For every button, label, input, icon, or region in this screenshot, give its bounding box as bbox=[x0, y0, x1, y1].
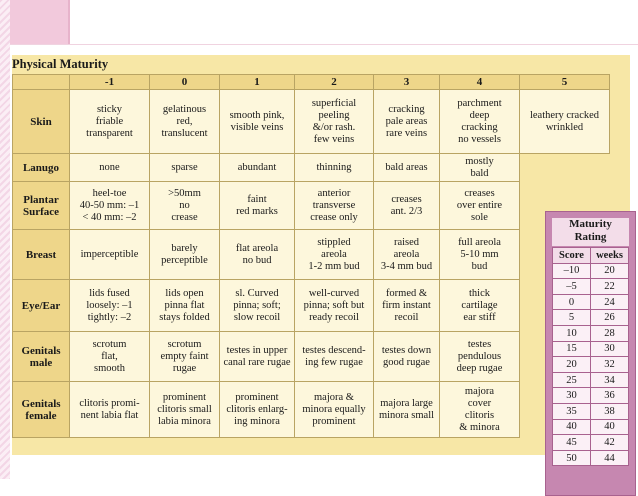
table-cell: abundant bbox=[220, 154, 295, 182]
table-cell: >50mm no crease bbox=[150, 182, 220, 230]
table-cell: formed & firm instant recoil bbox=[374, 280, 440, 332]
score-cell: 45 bbox=[553, 435, 591, 451]
empty-cell bbox=[520, 154, 610, 182]
weeks-header: weeks bbox=[591, 248, 629, 264]
column-header: 1 bbox=[220, 75, 295, 90]
maturity-row bbox=[553, 294, 629, 310]
maturity-row bbox=[553, 403, 629, 419]
table-cell: heel-toe 40-50 mm: –1 < 40 mm: –2 bbox=[70, 182, 150, 230]
table-cell: scrotum flat, smooth bbox=[70, 332, 150, 382]
table-cell: clitoris promi- nent labia flat bbox=[70, 382, 150, 438]
maturity-row bbox=[553, 325, 629, 341]
table-cell: thick cartilage ear stiff bbox=[440, 280, 520, 332]
weeks-cell: 38 bbox=[591, 403, 629, 419]
table-cell: imperceptible bbox=[70, 230, 150, 280]
table-cell: testes down good rugae bbox=[374, 332, 440, 382]
table-cell: raised areola 3-4 mm bud bbox=[374, 230, 440, 280]
column-header: 5 bbox=[520, 75, 610, 90]
table-cell: faint red marks bbox=[220, 182, 295, 230]
maturity-row bbox=[553, 435, 629, 451]
maturity-row bbox=[553, 450, 629, 466]
maturity-row bbox=[553, 419, 629, 435]
table-cell: testes pendulous deep rugae bbox=[440, 332, 520, 382]
score-cell: 0 bbox=[553, 294, 591, 310]
row-label: Genitals male bbox=[13, 332, 70, 382]
weeks-cell: 22 bbox=[591, 279, 629, 295]
weeks-cell: 40 bbox=[591, 419, 629, 435]
table-cell: parchment deep cracking no vessels bbox=[440, 90, 520, 154]
row-label: Eye/Ear bbox=[13, 280, 70, 332]
table-cell: sl. Curved pinna; soft; slow recoil bbox=[220, 280, 295, 332]
score-cell: 35 bbox=[553, 403, 591, 419]
weeks-cell: 28 bbox=[591, 325, 629, 341]
weeks-cell: 44 bbox=[591, 450, 629, 466]
table-cell: bald areas bbox=[374, 154, 440, 182]
table-cell: lids fused loosely: –1 tightly: –2 bbox=[70, 280, 150, 332]
table-cell: thinning bbox=[295, 154, 374, 182]
score-cell: 15 bbox=[553, 341, 591, 357]
header-row bbox=[13, 75, 610, 90]
table-cell: stippled areola 1-2 mm bud bbox=[295, 230, 374, 280]
table-cell: gelatinous red, translucent bbox=[150, 90, 220, 154]
score-header: Score bbox=[553, 248, 591, 264]
table-cell: majora large minora small bbox=[374, 382, 440, 438]
score-cell: –5 bbox=[553, 279, 591, 295]
table-cell: flat areola no bud bbox=[220, 230, 295, 280]
decorative-divider bbox=[10, 44, 638, 45]
table-cell: testes descend- ing few rugae bbox=[295, 332, 374, 382]
table-cell: sticky friable transparent bbox=[70, 90, 150, 154]
corner-cell bbox=[13, 75, 70, 90]
decorative-stripe bbox=[0, 0, 10, 479]
table-cell: full areola 5-10 mm bud bbox=[440, 230, 520, 280]
table-cell: testes in upper canal rare rugae bbox=[220, 332, 295, 382]
row-label: Skin bbox=[13, 90, 70, 154]
row-label: Breast bbox=[13, 230, 70, 280]
table-row-lanugo bbox=[13, 154, 610, 182]
table-cell: majora cover clitoris & minora bbox=[440, 382, 520, 438]
weeks-cell: 26 bbox=[591, 310, 629, 326]
maturity-rating-table bbox=[552, 247, 629, 466]
maturity-rating-title: Maturity Rating bbox=[552, 218, 629, 246]
table-cell: prominent clitoris enlarg- ing minora bbox=[220, 382, 295, 438]
table-row-genitals-female bbox=[13, 382, 610, 438]
score-cell: 30 bbox=[553, 388, 591, 404]
score-cell: 5 bbox=[553, 310, 591, 326]
table-cell: prominent clitoris small labia minora bbox=[150, 382, 220, 438]
maturity-header-row bbox=[553, 248, 629, 264]
score-cell: 25 bbox=[553, 372, 591, 388]
table-cell: barely perceptible bbox=[150, 230, 220, 280]
weeks-cell: 34 bbox=[591, 372, 629, 388]
row-label: Lanugo bbox=[13, 154, 70, 182]
score-cell: 40 bbox=[553, 419, 591, 435]
table-row-plantar-surface bbox=[13, 182, 610, 230]
maturity-row bbox=[553, 279, 629, 295]
maturity-row bbox=[553, 357, 629, 373]
table-cell: anterior transverse crease only bbox=[295, 182, 374, 230]
table-cell: smooth pink, visible veins bbox=[220, 90, 295, 154]
table-cell: cracking pale areas rare veins bbox=[374, 90, 440, 154]
physical-maturity-document bbox=[12, 55, 630, 464]
column-header: 2 bbox=[295, 75, 374, 90]
physical-maturity-table bbox=[12, 74, 610, 438]
table-cell: scrotum empty faint rugae bbox=[150, 332, 220, 382]
weeks-cell: 42 bbox=[591, 435, 629, 451]
maturity-row bbox=[553, 388, 629, 404]
document-title: Physical Maturity bbox=[12, 57, 109, 71]
column-header: 3 bbox=[374, 75, 440, 90]
table-cell: lids open pinna flat stays folded bbox=[150, 280, 220, 332]
maturity-rating-panel bbox=[545, 211, 636, 496]
score-cell: –10 bbox=[553, 263, 591, 279]
score-cell: 10 bbox=[553, 325, 591, 341]
weeks-cell: 24 bbox=[591, 294, 629, 310]
table-row-genitals-male bbox=[13, 332, 610, 382]
maturity-row bbox=[553, 310, 629, 326]
score-cell: 20 bbox=[553, 357, 591, 373]
table-cell: creases ant. 2/3 bbox=[374, 182, 440, 230]
score-cell: 50 bbox=[553, 450, 591, 466]
table-cell: creases over entire sole bbox=[440, 182, 520, 230]
table-row-skin bbox=[13, 90, 610, 154]
column-header: -1 bbox=[70, 75, 150, 90]
weeks-cell: 20 bbox=[591, 263, 629, 279]
maturity-row bbox=[553, 263, 629, 279]
table-cell: mostly bald bbox=[440, 154, 520, 182]
row-label: Genitals female bbox=[13, 382, 70, 438]
decorative-block bbox=[10, 0, 70, 44]
table-cell: majora & minora equally prominent bbox=[295, 382, 374, 438]
column-header: 4 bbox=[440, 75, 520, 90]
column-header: 0 bbox=[150, 75, 220, 90]
table-cell: sparse bbox=[150, 154, 220, 182]
row-label: Plantar Surface bbox=[13, 182, 70, 230]
table-row-breast bbox=[13, 230, 610, 280]
weeks-cell: 32 bbox=[591, 357, 629, 373]
table-cell: leathery cracked wrinkled bbox=[520, 90, 610, 154]
table-cell: well-curved pinna; soft but ready recoil bbox=[295, 280, 374, 332]
table-row-eye-ear bbox=[13, 280, 610, 332]
weeks-cell: 30 bbox=[591, 341, 629, 357]
weeks-cell: 36 bbox=[591, 388, 629, 404]
maturity-row bbox=[553, 341, 629, 357]
table-cell: none bbox=[70, 154, 150, 182]
maturity-row bbox=[553, 372, 629, 388]
table-cell: superficial peeling &/or rash. few veins bbox=[295, 90, 374, 154]
